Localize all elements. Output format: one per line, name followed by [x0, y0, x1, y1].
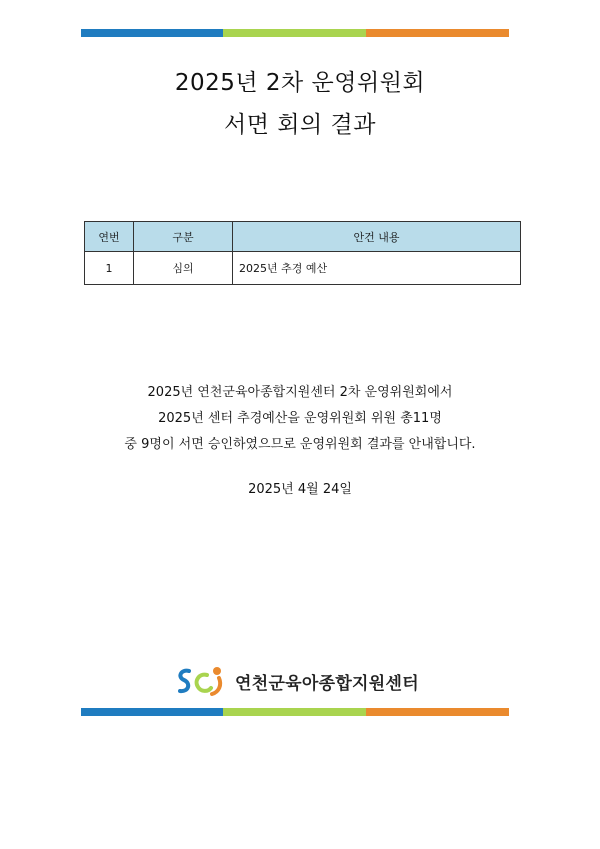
bar-segment-green: [223, 29, 366, 37]
notice-body: [0, 380, 600, 458]
center-logo-icon: [175, 665, 227, 697]
bar-segment-orange: [366, 29, 509, 37]
bar-segment-green: [223, 708, 366, 716]
center-logo-text: 연천군육아종합지원센터: [235, 673, 419, 694]
bar-segment-blue: [81, 29, 223, 37]
top-color-bar: [81, 29, 509, 37]
center-logo: [175, 664, 419, 698]
notice-line: 2025년 연천군육아종합지원센터 2차 운영위원회에서: [147, 385, 453, 400]
header-no: 연번: [85, 222, 134, 252]
header-content: 안건 내용: [233, 222, 521, 252]
cell-type: 심의: [134, 252, 233, 285]
notice-date: 2025년 4월 24일: [248, 482, 352, 497]
notice-line: 2025년 센터 추경예산을 운영위원회 위원 총11명: [158, 411, 442, 426]
bar-segment-blue: [81, 708, 223, 716]
agenda-table: [84, 221, 521, 285]
cell-no: 1: [85, 252, 134, 285]
cell-content: 2025년 추경 예산: [233, 252, 521, 285]
table-header-row: [85, 222, 521, 252]
bar-segment-orange: [366, 708, 509, 716]
table-row: [85, 252, 521, 285]
header-type: 구분: [134, 222, 233, 252]
notice-line: 중 9명이 서면 승인하였으므로 운영위원회 결과를 안내합니다.: [124, 437, 476, 452]
bottom-color-bar: [81, 708, 509, 716]
document-subtitle: 서면 회의 결과: [224, 112, 376, 138]
document-title: 2025년 2차 운영위원회: [174, 70, 426, 96]
